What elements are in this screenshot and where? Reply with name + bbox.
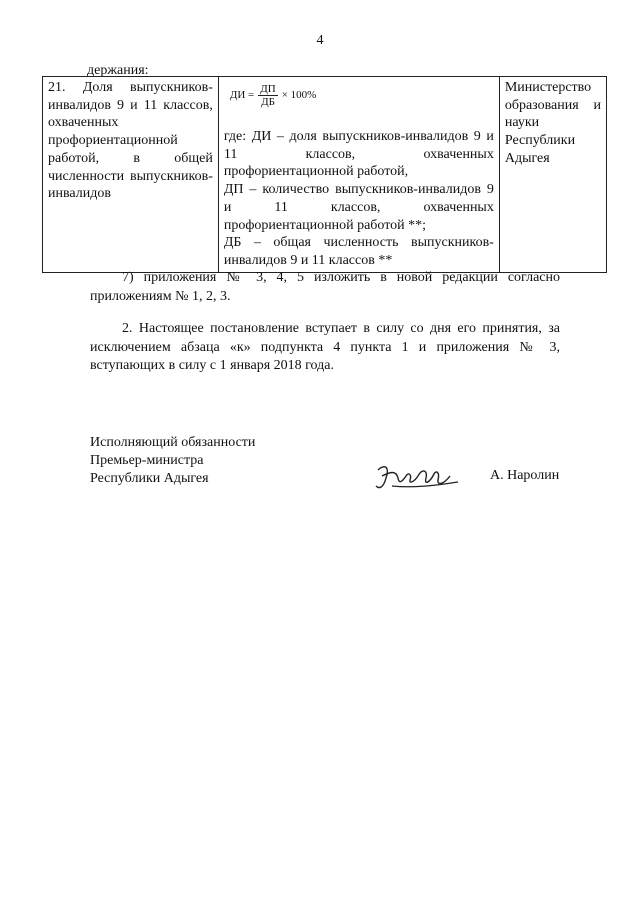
indicator-formula-cell bbox=[218, 77, 499, 273]
formula-fraction bbox=[258, 83, 277, 108]
signatory-title-line: Премьер-министра bbox=[90, 453, 204, 468]
paragraph-item-7 bbox=[90, 269, 560, 306]
signatory-title-line: Исполняющий обязанности bbox=[90, 435, 256, 450]
paragraph-text: 7) приложения № 3, 4, 5 изложить в новой редакции согласно приложениям № 1, 2, 3. bbox=[90, 270, 560, 304]
table-row bbox=[43, 77, 607, 273]
signatory-title bbox=[90, 434, 255, 488]
responsible-organization: Министерство образования и науки Республики Адыгея bbox=[499, 77, 606, 273]
signatory-name: А. Наролин bbox=[490, 468, 560, 483]
paragraph-item-2 bbox=[90, 320, 560, 376]
definition-dp: ДП – количество выпускников-инвалидов 9 и 11 классов, охваченных профориентационной работой **; bbox=[223, 182, 494, 233]
formula-lhs: ДИ = bbox=[229, 88, 255, 101]
formula bbox=[230, 83, 494, 108]
indicators-table bbox=[42, 76, 607, 273]
definition-di: где: ДИ – доля выпускников-инвалидов 9 и 11 классов, охваченных профориентационной работой, bbox=[223, 129, 494, 180]
definition-db: ДБ – общая численность выпускников-инвалидов 9 и 11 классов ** bbox=[223, 235, 494, 268]
formula-multiplier: × 100% bbox=[281, 88, 317, 101]
paragraph-text: 2. Настоящее постановление вступает в силу со дня его принятия, за исключением абзаца «к» подпункта 4 пункта 1 и приложения № 3, вступающих в силу с 1 января 2018 года. bbox=[90, 321, 560, 373]
formula-denominator: ДБ bbox=[261, 96, 275, 108]
indicator-name: 21. Доля выпускников-инвалидов 9 и 11 классов, охваченных профориентационной работой, в общей численности выпускников-инвалидов bbox=[43, 77, 219, 273]
handwritten-signature bbox=[372, 456, 462, 498]
formula-numerator: ДП bbox=[260, 83, 276, 95]
signatory-title-line: Республики Адыгея bbox=[90, 471, 209, 486]
table-header-remnant: держания: bbox=[87, 63, 149, 78]
page-number: 4 bbox=[316, 33, 324, 48]
